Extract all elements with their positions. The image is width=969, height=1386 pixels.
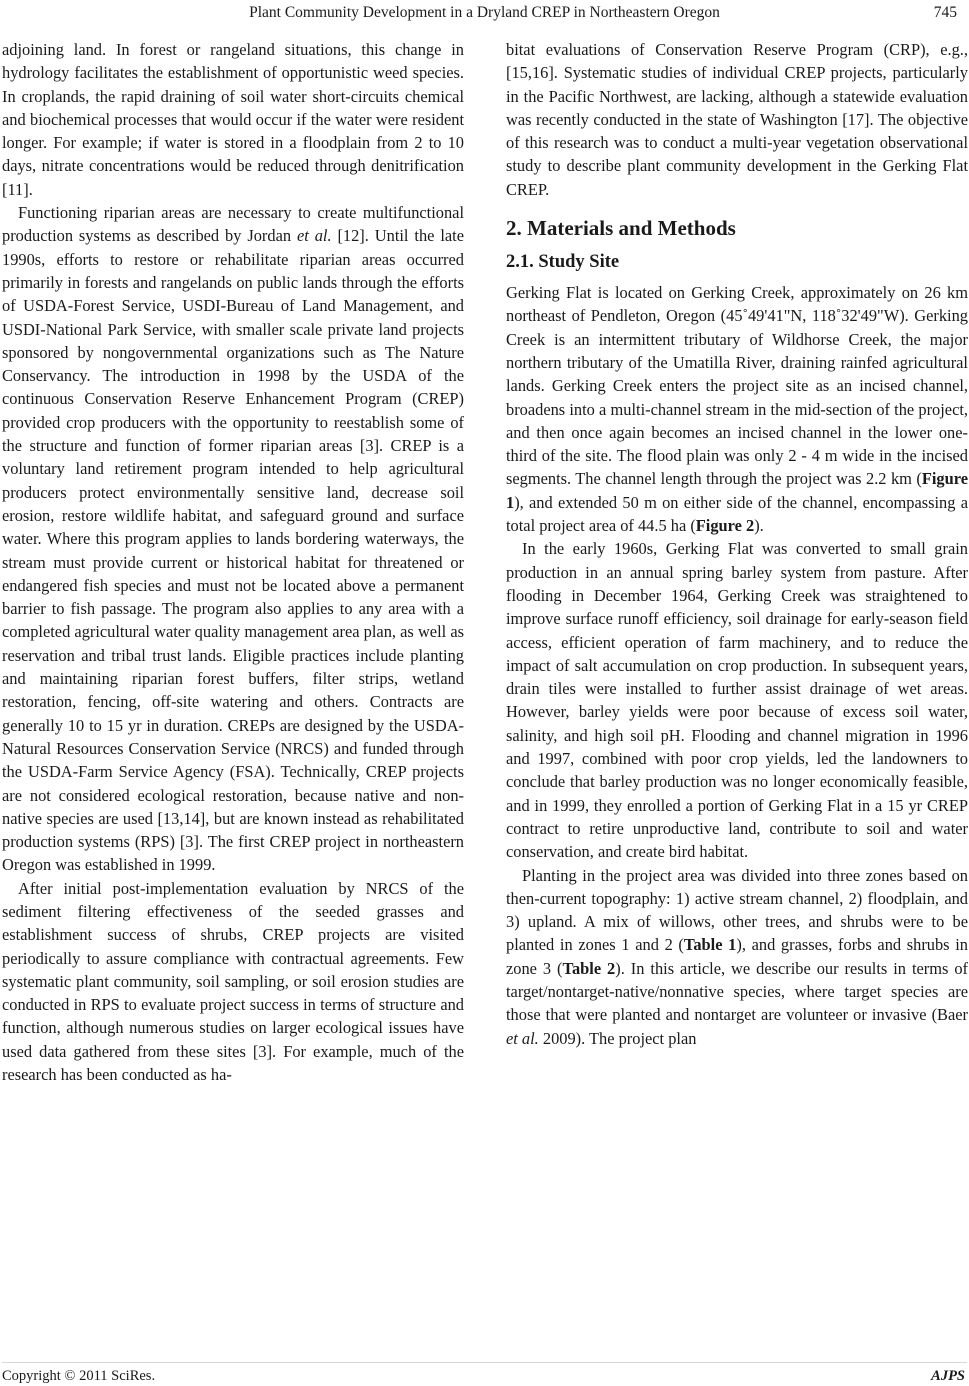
paragraph: bitat evaluations of Conservation Reserve Program (CRP), e.g., [15,16]. Systematic studies of individual CREP projects, particularly in the Pacific Northwest, are lacking, although a statewide evaluation was recently conducted in the state of Washington [17]. The objective of this research was to conduct a multi-year vegetation observational study to describe plant community development in the Gerking Flat CREP. xyxy=(506,40,968,199)
et-al-italic: et al. xyxy=(506,1028,539,1048)
paragraph xyxy=(506,864,968,1050)
paragraph xyxy=(2,201,464,877)
section-heading: 2. Materials and Methods xyxy=(506,216,736,241)
footer-divider xyxy=(2,1362,967,1363)
subsection-heading: 2.1. Study Site xyxy=(506,252,620,273)
text-run: 2009). The project plan xyxy=(538,1028,697,1048)
paragraph: adjoining land. In forest or rangeland situations, this change in hydrology facilitates the establishment of opportunistic weed species. In croplands, the rapid draining of soil water short-circuits chemical and biochemical processes that would occur if the water were resident longer. For example; if water is stored in a floodplain from 2 to 10 days, nitrate concentrations would be reduced through denitrification [11]. xyxy=(2,40,464,199)
paragraph: After initial post-implementation evaluation by NRCS of the sediment filtering effectiveness of the seeded grasses and establishment success of shrubs, CREP projects are visited periodically to assure compliance with contractual agreements. Few systematic plant community, soil sampling, or soil erosion studies are conducted in RPS to evaluate project success in terms of structure and function, although numerous studies on larger ecological issues have used data gathered from these sites [3]. For example, much of the research has been conducted as ha- xyxy=(2,878,464,1085)
text-run: ). In this article, we describe our results in terms of target/nontarget-native/nonnative species, where target species are those that were planted and nontarget are volunteer or invasive (Baer xyxy=(506,958,968,1025)
figure-ref[interactable]: Figure 2 xyxy=(695,516,755,536)
right-column xyxy=(506,38,968,1050)
text-run: ). xyxy=(754,516,764,536)
paragraph: In the early 1960s, Gerking Flat was converted to small grain production in an annual spring barley system from pasture. After flooding in December 1964, Gerking Creek was straightened to improve surface runoff efficiency, soil drainage for early-season field access, efficient operation of farm machinery, and to reduce the impact of salt accumulation on crop production. In subsequent years, drain tiles were installed to further assist drainage of wet areas. However, barley yields were poor because of excess soil water, salinity, and high soil pH. Flooding and channel migration in 1996 and 1997, combined with poor crop yields, led the landowners to conclude that barley production was no longer economically feasible, and in 1999, they enrolled a portion of Gerking Flat in a 15 yr CREP contract to retire unproductive land, contribute to soil and water conservation, and create bird habitat. xyxy=(506,539,968,862)
text-run: [12]. Until the late 1990s, efforts to restore or rehabilitate riparian areas occurred primarily in forests and rangelands on public lands through the efforts of USDA-Forest Service, USDI-Bureau of Land Management, and USDI-National Park Service, with smaller scale private land projects sponsored by nongovernmental organizations such as The Nature Conservancy. The introduction in 1998 by the USDA of the continuous Conservation Reserve Enhancement Program (CREP) provided crop producers with the opportunity to reestablish some of the structure and function of former riparian areas [3]. CREP is a voluntary land retirement program intended to help agricultural producers protect environmentally sensitive land, decrease soil erosion, restore wildlife habitat, and safeguard ground and surface water. Where this program applies to lands bordering waterways, the stream must provide current or historical habitat for threatened or endangered fish species and must not be located above a permanent barrier to fish passage. The program also applies to any area with a completed agricultural water quality management area plan, as well as reservation and tribal trust lands. Eligible practices include planting and maintaining riparian forest buffers, filter strips, wetland restoration, fencing, off-site watering and others. Contracts are generally 10 to 15 yr in duration. CREPs are designed by the USDA-Natural Resources Conservation Service (NRCS) and funded through the USDA-Farm Service Agency (FSA). Technically, CREP projects are not considered ecological restoration, because native and non-native species are used [13,14], but are known instead as rehabilitated production systems (RPS) [3]. The first CREP project in northeastern Oregon was established in 1999. xyxy=(2,226,464,875)
text-run: Functioning riparian areas are necessary to create multifunctional production systems as described by Jordan xyxy=(2,203,464,246)
et-al-italic: et al. xyxy=(296,226,332,246)
text-run: ), and grasses, forbs and shrubs in zone 3 ( xyxy=(506,935,968,978)
page-number: 745 xyxy=(933,4,957,21)
text-run: Planting in the project area was divided into three zones based on then-current topography: 1) active stream channel, 2) floodplain, and 3) upland. A mix of willows, other trees, and shrubs were to be planted in zones 1 and 2 ( xyxy=(506,865,968,955)
running-title: Plant Community Development in a Dryland CREP in Northeastern Oregon xyxy=(249,4,720,21)
table-ref[interactable]: Table 2 xyxy=(562,958,616,978)
left-column xyxy=(2,38,464,1086)
figure-ref[interactable]: Figure 1 xyxy=(506,469,968,512)
journal-abbreviation: AJPS xyxy=(931,1368,965,1384)
page-header xyxy=(0,0,969,32)
copyright-notice: Copyright © 2011 SciRes. xyxy=(2,1368,156,1384)
table-ref[interactable]: Table 1 xyxy=(683,935,737,955)
text-run: Gerking Flat is located on Gerking Creek, approximately on 26 km northeast of Pendleton, Oregon (45˚49'41"N, 118˚32'49"W). Gerking Creek is an intermittent tributary of Wildhorse Creek, the major northern tributary of the Umatilla River, draining rainfed agricultural lands. Gerking Creek enters the project site as an incised channel, broadens into a multi-channel stream in the mid-section of the project, and then once again becomes an incised channel in the lower one-third of the site. The flood plain was only 2 - 4 m wide in the incised segments. The channel length through the project was 2.2 km ( xyxy=(506,283,968,489)
text-run: ), and extended 50 m on either side of the channel, encompassing a total project area of 44.5 ha ( xyxy=(506,492,968,536)
paragraph xyxy=(506,281,968,537)
